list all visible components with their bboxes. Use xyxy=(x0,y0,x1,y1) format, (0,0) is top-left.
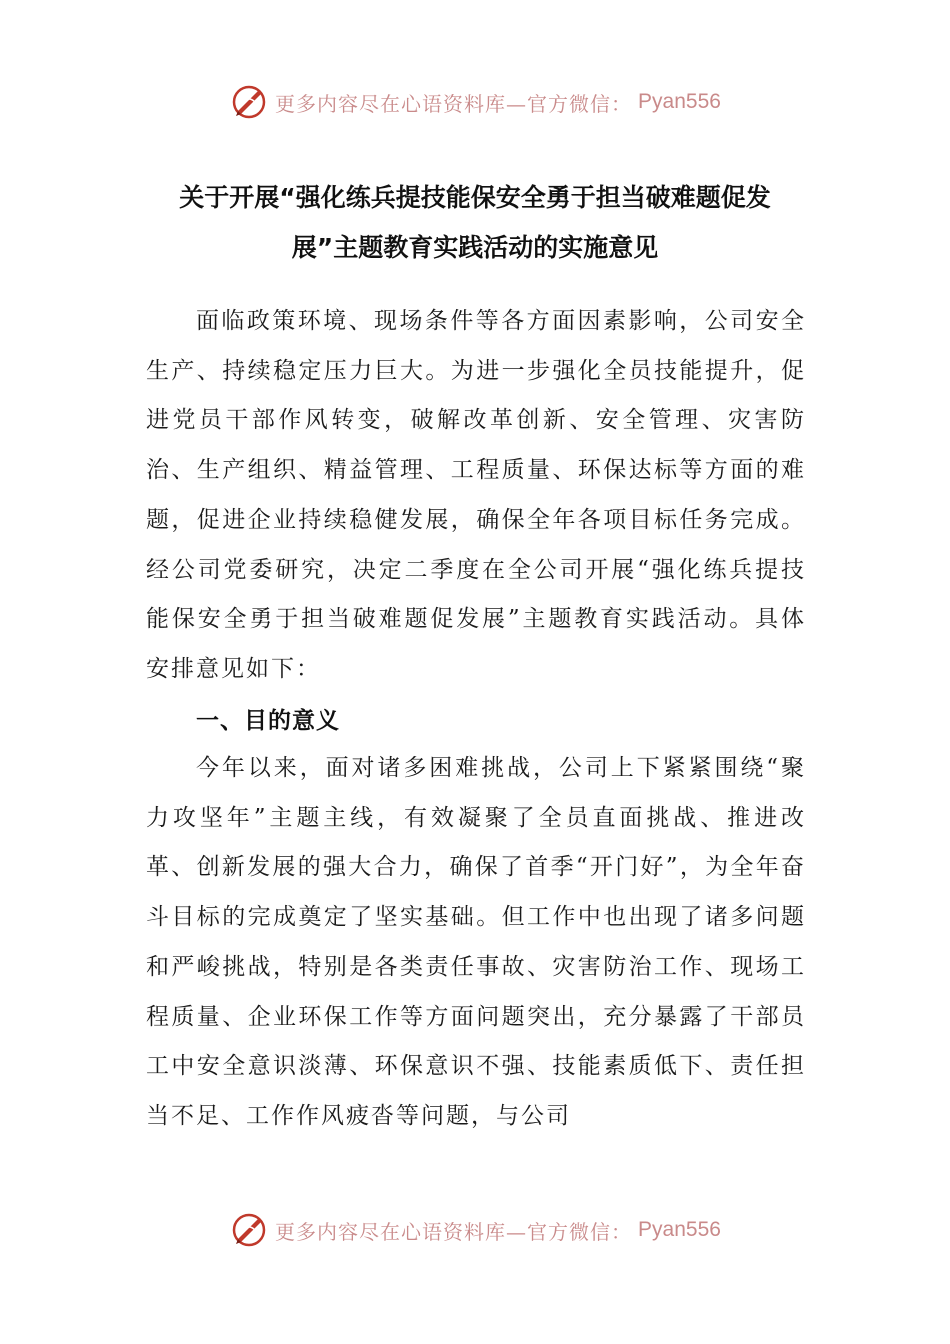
watermark-footer xyxy=(0,1208,950,1252)
intro-paragraph: 面临政策环境、现场条件等各方面因素影响，公司安全生产、持续稳定压力巨大。为进一步强化全员技能提升，促进党员干部作风转变，破解改革创新、安全管理、灾害防治、生产组织、精益管理、工程质量、环保达标等方面的难题，促进企业持续稳健发展，确保全年各项目标任务完成。经公司党委研究，决定二季度在全公司开展“强化练兵提技能保安全勇于担当破难题促发展”主题教育实践活动。具体安排意见如下： xyxy=(146,308,806,682)
watermark-text: 更多内容尽在心语资料库—官方微信： xyxy=(275,91,633,116)
section-heading-purpose: 一、目的意义 xyxy=(196,708,340,734)
section-paragraph-purpose: 今年以来，面对诸多困难挑战，公司上下紧紧围绕“聚力攻坚年”主题主线，有效凝聚了全员直面挑战、推进改革、创新发展的强大合力，确保了首季“开门好”，为全年奋斗目标的完成奠定了坚实基础。但工作中也出现了诸多问题和严峻挑战，特别是各类责任事故、灾害防治工作、现场工程质量、企业环保工作等方面问题突出，充分暴露了干部员工中安全意识淡薄、环保意识不强、技能素质低下、责任担当不足、工作作风疲沓等问题，与公司 xyxy=(146,755,806,1129)
pen-logo-icon xyxy=(229,1210,269,1250)
watermark-wechat-id: Pyan556 xyxy=(638,1218,721,1241)
pen-logo-icon xyxy=(229,82,269,122)
watermark-wechat-id: Pyan556 xyxy=(638,90,721,113)
document-title-line-1: 关于开展“强化练兵提技能保安全勇于担当破难题促发 xyxy=(179,183,771,212)
watermark-text: 更多内容尽在心语资料库—官方微信： xyxy=(275,1219,633,1244)
watermark-header xyxy=(0,80,950,124)
document-title-line-2: 展”主题教育实践活动的实施意见 xyxy=(291,233,659,262)
